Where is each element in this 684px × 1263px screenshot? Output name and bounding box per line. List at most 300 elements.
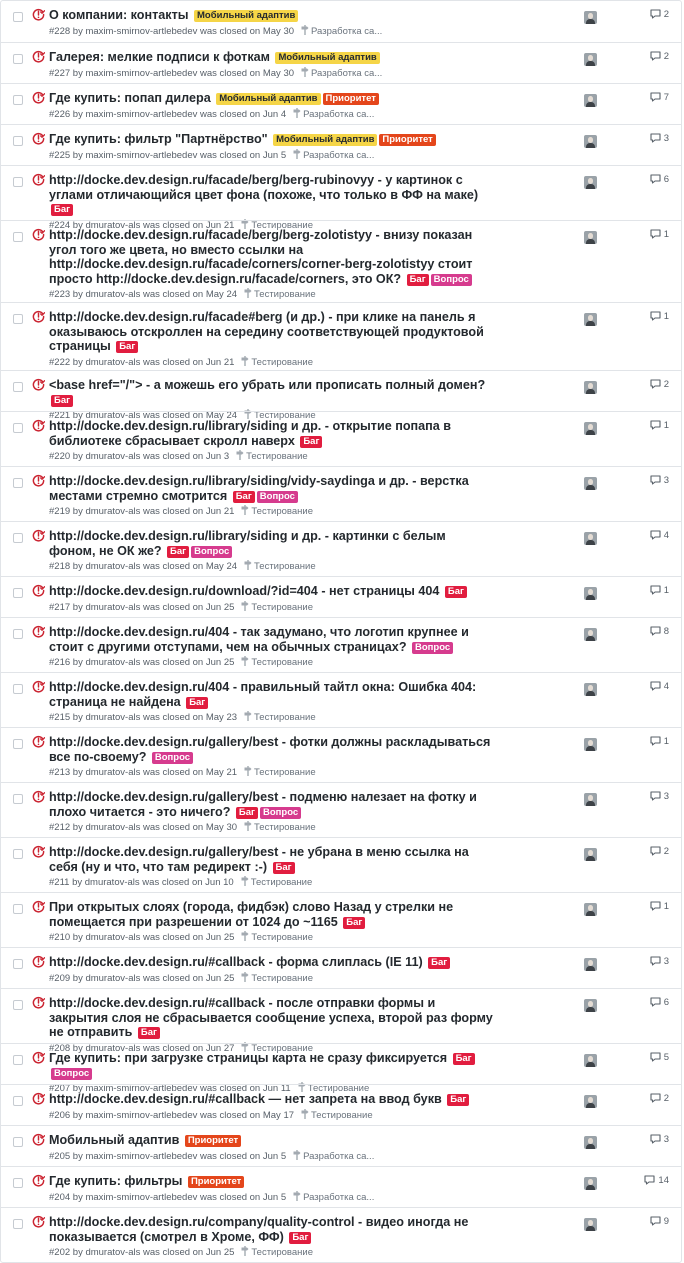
comment-count-link[interactable] bbox=[650, 475, 669, 486]
milestone-icon bbox=[293, 149, 301, 163]
issue-milestone-link[interactable] bbox=[244, 561, 316, 572]
issue-milestone-link[interactable] bbox=[293, 1192, 374, 1203]
milestone-icon bbox=[293, 1191, 301, 1205]
issue-label[interactable]: Мобильный адаптив bbox=[275, 52, 379, 64]
avatar[interactable] bbox=[584, 1054, 597, 1067]
comment-count: 4 bbox=[663, 681, 669, 692]
issue-title-line bbox=[49, 50, 495, 65]
issue-meta: #219 by dmuratov-als was closed on Jun 21 Тестирование bbox=[49, 506, 313, 517]
issue-title-link[interactable]: http://docke.dev.design.ru/#callback - после отправки формы и закрытия слоя не сбрасывается сообщение успеха, второй раз форму не отправить bbox=[49, 996, 493, 1039]
issue-closed-icon bbox=[32, 735, 45, 748]
avatar[interactable] bbox=[584, 1095, 597, 1108]
issue-title-link[interactable]: http://docke.dev.design.ru/gallery/best - подменю налезает на фотку и плохо читается - это ничего? bbox=[49, 790, 477, 819]
issue-meta: #221 by dmuratov-als was closed on May 24 Тестирование bbox=[49, 410, 316, 421]
issue-closed-icon bbox=[32, 8, 45, 21]
comment-count-link[interactable] bbox=[650, 791, 669, 802]
issue-closed-date: Jun 5 bbox=[262, 149, 287, 161]
comment-count-link[interactable] bbox=[650, 420, 669, 431]
comment-count: 14 bbox=[658, 1175, 669, 1186]
issue-milestone-link[interactable] bbox=[293, 150, 374, 161]
milestone-icon bbox=[301, 67, 309, 81]
issue-title-link[interactable]: http://docke.dev.design.ru/#callback - форма слиплась (IE 11) bbox=[49, 955, 423, 969]
issue-closed-icon bbox=[32, 1174, 45, 1187]
issue-row[interactable] bbox=[1, 521, 681, 576]
issue-author-link[interactable]: dmuratov-als bbox=[85, 767, 141, 778]
issue-milestone-link[interactable] bbox=[241, 877, 313, 888]
issue-row[interactable] bbox=[1, 727, 681, 782]
avatar[interactable] bbox=[584, 1218, 597, 1231]
issue-row[interactable] bbox=[1, 124, 681, 165]
issue-title-link[interactable]: http://docke.dev.design.ru/facade/berg/berg-zolotistyy - внизу показан угол того же цвета, но вместо ссылки на http://docke.dev.design.ru/facade/corners/corner-berg-zolotistyy стоит просто http://docke.dev.design.ru/facade/corners, это ОК? bbox=[49, 228, 473, 286]
issue-label[interactable]: Вопрос bbox=[152, 752, 193, 764]
issue-label[interactable]: Баг bbox=[236, 807, 258, 819]
issue-meta: #210 by dmuratov-als was closed on Jun 25 Тестирование bbox=[49, 932, 313, 943]
issue-author-link[interactable]: maxim-smirnov-artlebedev bbox=[85, 67, 198, 79]
issue-checkbox[interactable] bbox=[13, 95, 23, 105]
issue-title-line bbox=[49, 996, 495, 1040]
issue-checkbox[interactable] bbox=[13, 1219, 23, 1229]
issue-label[interactable]: Баг bbox=[51, 204, 73, 216]
comment-count-link[interactable] bbox=[650, 1093, 669, 1104]
issue-closed-icon bbox=[32, 419, 45, 432]
issue-label[interactable]: Вопрос bbox=[431, 274, 472, 286]
issue-title-link[interactable]: Где купить: фильтр "Партнёрство" bbox=[49, 132, 268, 146]
issue-label[interactable]: Баг bbox=[407, 274, 429, 286]
issue-author-link[interactable]: maxim-smirnov-artlebedev bbox=[85, 1150, 198, 1162]
comment-count-link[interactable] bbox=[650, 681, 669, 692]
issue-number: #207 bbox=[49, 1083, 71, 1094]
comment-count-link[interactable] bbox=[650, 1052, 669, 1063]
issue-title-link[interactable]: Мобильный адаптив bbox=[49, 1133, 180, 1147]
issue-author-link[interactable]: dmuratov-als bbox=[85, 356, 141, 368]
comment-icon bbox=[650, 585, 664, 596]
issue-author-link[interactable]: dmuratov-als bbox=[85, 219, 141, 231]
issue-closed-icon bbox=[32, 529, 45, 542]
comment-count-link[interactable] bbox=[650, 229, 669, 240]
issue-label[interactable]: Баг bbox=[51, 395, 73, 407]
issue-checkbox[interactable] bbox=[13, 849, 23, 859]
comment-count: 1 bbox=[663, 736, 669, 747]
issue-milestone-link[interactable] bbox=[301, 1110, 373, 1121]
issue-row[interactable] bbox=[1, 988, 681, 1054]
comment-count: 9 bbox=[663, 1216, 669, 1227]
issue-checkbox[interactable] bbox=[13, 232, 23, 242]
milestone-label: Тестирование bbox=[251, 506, 313, 517]
milestone-label: Тестирование bbox=[251, 972, 313, 984]
issue-row[interactable] bbox=[1, 83, 681, 124]
issue-closed-date: May 21 bbox=[205, 767, 238, 778]
issue-author-link[interactable]: dmuratov-als bbox=[85, 289, 141, 300]
issue-closed-icon bbox=[32, 996, 45, 1009]
comment-count: 1 bbox=[663, 585, 669, 596]
issue-number: #222 bbox=[49, 356, 71, 368]
issue-body bbox=[49, 50, 495, 81]
issue-checkbox[interactable] bbox=[13, 423, 23, 433]
issue-closed-icon bbox=[32, 584, 45, 597]
comment-count-link[interactable] bbox=[650, 846, 669, 857]
issue-closed-icon bbox=[32, 1051, 45, 1064]
comment-icon bbox=[650, 997, 664, 1008]
issue-author-link[interactable]: dmuratov-als bbox=[84, 877, 140, 888]
issue-title-link[interactable]: http://docke.dev.design.ru/404 - правильный тайтл окна: Ошибка 404: страница не найдена bbox=[49, 680, 477, 709]
issue-checkbox[interactable] bbox=[13, 794, 23, 804]
issue-row[interactable] bbox=[1, 411, 681, 466]
issue-row[interactable] bbox=[1, 947, 681, 988]
avatar[interactable] bbox=[584, 628, 597, 641]
issue-author-link[interactable]: dmuratov-als bbox=[85, 712, 141, 723]
comment-count-link[interactable] bbox=[650, 379, 669, 390]
issue-closed-icon bbox=[32, 1133, 45, 1146]
issue-title-link[interactable]: http://docke.dev.design.ru/library/siding и др. - картинки с белым фоном, не ОК же? bbox=[49, 529, 446, 558]
comment-count-link[interactable] bbox=[650, 956, 669, 967]
issue-row[interactable] bbox=[1, 576, 681, 617]
issue-title-link[interactable]: http://docke.dev.design.ru/gallery/best - не убрана в меню ссылка на себя (ну и что, что там редирект :-) bbox=[49, 845, 469, 874]
issue-author-link[interactable]: dmuratov-als bbox=[85, 822, 141, 833]
issue-label[interactable]: Вопрос bbox=[260, 807, 301, 819]
issue-title-line bbox=[49, 790, 495, 819]
issue-closed-icon bbox=[32, 1092, 45, 1105]
comment-icon bbox=[650, 736, 664, 747]
avatar[interactable] bbox=[584, 903, 597, 916]
issue-title-line bbox=[49, 955, 495, 970]
issue-row[interactable] bbox=[1, 672, 681, 727]
issue-label[interactable]: Баг bbox=[300, 436, 322, 448]
issue-checkbox[interactable] bbox=[13, 684, 23, 694]
issue-closed-icon bbox=[32, 790, 45, 803]
issue-body bbox=[49, 132, 495, 163]
issue-meta: #228 by maxim-smirnov-artlebedev was closed on May 30 Разработка са... bbox=[49, 25, 383, 37]
issue-row[interactable] bbox=[1, 42, 681, 83]
issue-checkbox[interactable] bbox=[13, 314, 23, 324]
issue-title-link[interactable]: http://docke.dev.design.ru/404 - так задумано, что логотип крупнее и стоит с другими отступами, чем на обычных страницах? bbox=[49, 625, 469, 654]
issue-number: #227 bbox=[49, 67, 71, 79]
issue-number: #213 bbox=[49, 767, 71, 778]
issue-author-link[interactable]: maxim-smirnov-artlebedev bbox=[85, 108, 198, 120]
avatar[interactable] bbox=[584, 53, 597, 66]
issue-row[interactable] bbox=[1, 782, 681, 837]
comment-icon bbox=[650, 1134, 664, 1145]
comment-count-link[interactable] bbox=[644, 1175, 669, 1186]
comment-icon bbox=[650, 1216, 664, 1227]
issue-body bbox=[49, 1133, 495, 1164]
issue-label[interactable]: Приоритет bbox=[185, 1135, 241, 1147]
avatar[interactable] bbox=[584, 422, 597, 435]
issue-label[interactable]: Баг bbox=[428, 957, 450, 969]
issue-closed-date: May 30 bbox=[205, 822, 238, 833]
issue-title-link[interactable]: http://docke.dev.design.ru/gallery/best - фотки должны раскладываться все по-своему? bbox=[49, 735, 491, 764]
issue-label[interactable]: Баг bbox=[167, 546, 189, 558]
milestone-label: Тестирование bbox=[250, 877, 313, 888]
issue-meta: #209 by dmuratov-als was closed on Jun 25 Тестирование bbox=[49, 972, 313, 984]
issue-title-link[interactable]: Где купить: попап дилера bbox=[49, 91, 211, 105]
comment-icon bbox=[650, 9, 664, 20]
avatar[interactable] bbox=[584, 135, 597, 148]
issue-checkbox[interactable] bbox=[13, 959, 23, 969]
comment-count-link[interactable] bbox=[650, 585, 669, 596]
issue-body bbox=[49, 1215, 495, 1260]
issue-label[interactable]: Мобильный адаптив bbox=[273, 134, 377, 146]
issue-milestone-link[interactable] bbox=[241, 973, 313, 984]
issue-title-line bbox=[49, 680, 495, 709]
issue-checkbox[interactable] bbox=[13, 904, 23, 914]
comment-count: 1 bbox=[663, 311, 669, 322]
issue-title-link[interactable]: http://docke.dev.design.ru/download/?id=404 - нет страницы 404 bbox=[49, 584, 440, 598]
issue-title-link[interactable]: Галерея: мелкие подписи к фоткам bbox=[49, 50, 270, 64]
issue-title-line bbox=[49, 378, 495, 407]
comment-count-link[interactable] bbox=[650, 1134, 669, 1145]
issue-milestone-link[interactable] bbox=[244, 822, 316, 833]
comment-icon bbox=[650, 791, 664, 802]
comment-count-link[interactable] bbox=[650, 92, 669, 103]
issue-row[interactable] bbox=[1, 220, 681, 302]
milestone-icon bbox=[241, 876, 249, 890]
comment-count-link[interactable] bbox=[650, 133, 669, 144]
issue-closed-date: Jun 27 bbox=[205, 1042, 235, 1054]
issue-checkbox[interactable] bbox=[13, 136, 23, 146]
milestone-label: Разработка са... bbox=[303, 1191, 375, 1203]
comment-count-link[interactable] bbox=[650, 174, 669, 185]
issue-label[interactable]: Баг bbox=[273, 862, 295, 874]
comment-count-link[interactable] bbox=[650, 9, 669, 20]
issue-label[interactable]: Баг bbox=[445, 586, 467, 598]
avatar[interactable] bbox=[584, 532, 597, 545]
comment-count-link[interactable] bbox=[650, 311, 669, 322]
issue-milestone-link[interactable] bbox=[241, 657, 313, 668]
issue-label[interactable]: Баг bbox=[116, 341, 138, 353]
milestone-icon bbox=[241, 601, 249, 615]
avatar[interactable] bbox=[584, 176, 597, 189]
comment-icon bbox=[650, 530, 664, 541]
issue-checkbox[interactable] bbox=[13, 739, 23, 749]
issue-label[interactable]: Баг bbox=[343, 917, 365, 929]
issue-milestone-link[interactable] bbox=[301, 68, 382, 79]
issue-number: #212 bbox=[49, 822, 71, 833]
issue-checkbox[interactable] bbox=[13, 1055, 23, 1065]
issue-closed-date: Jun 21 bbox=[205, 506, 235, 517]
issue-closed-date: May 24 bbox=[205, 289, 238, 300]
issue-milestone-link[interactable] bbox=[241, 1247, 313, 1258]
issue-number: #225 bbox=[49, 149, 71, 161]
comment-count-link[interactable] bbox=[650, 997, 669, 1008]
issue-checkbox[interactable] bbox=[13, 382, 23, 392]
avatar[interactable] bbox=[584, 94, 597, 107]
issue-row[interactable] bbox=[1, 837, 681, 892]
issue-label[interactable]: Баг bbox=[453, 1053, 475, 1065]
milestone-label: Тестирование bbox=[251, 1042, 313, 1054]
issue-title-link[interactable]: http://docke.dev.design.ru/#callback — нет запрета на ввод букв bbox=[49, 1092, 442, 1106]
issue-label[interactable]: Мобильный адаптив bbox=[216, 93, 320, 105]
comment-icon bbox=[650, 311, 664, 322]
issue-closed-date: Jun 21 bbox=[205, 356, 235, 368]
issue-milestone-link[interactable] bbox=[293, 1151, 374, 1162]
avatar[interactable] bbox=[584, 231, 597, 244]
avatar[interactable] bbox=[584, 313, 597, 326]
comment-count-link[interactable] bbox=[650, 626, 669, 637]
issue-author-link[interactable]: dmuratov-als bbox=[85, 601, 141, 613]
issue-meta: #213 by dmuratov-als was closed on May 21 Тестирование bbox=[49, 767, 316, 778]
issue-closed-date: Jun 4 bbox=[262, 108, 287, 120]
milestone-icon bbox=[244, 766, 252, 780]
comment-count-link[interactable] bbox=[650, 530, 669, 541]
comment-count: 2 bbox=[663, 51, 669, 62]
issue-row[interactable] bbox=[1, 1043, 681, 1094]
issue-checkbox[interactable] bbox=[13, 533, 23, 543]
issue-milestone-link[interactable] bbox=[236, 451, 308, 462]
milestone-icon bbox=[241, 656, 249, 670]
issue-checkbox[interactable] bbox=[13, 478, 23, 488]
issue-author-link[interactable]: dmuratov-als bbox=[85, 657, 141, 668]
issue-title-line bbox=[49, 8, 495, 23]
issue-author-link[interactable]: maxim-smirnov-artlebedev bbox=[85, 149, 198, 161]
issue-label[interactable]: Вопрос bbox=[412, 642, 453, 654]
issue-checkbox[interactable] bbox=[13, 588, 23, 598]
milestone-icon bbox=[236, 450, 244, 464]
issue-row[interactable] bbox=[1, 1125, 681, 1166]
issue-label[interactable]: Баг bbox=[186, 697, 208, 709]
issue-author-link[interactable]: maxim-smirnov-artlebedev bbox=[85, 1083, 198, 1094]
comment-icon bbox=[650, 956, 664, 967]
issue-label[interactable]: Приоритет bbox=[188, 1176, 244, 1188]
avatar[interactable] bbox=[584, 738, 597, 751]
milestone-label: Тестирование bbox=[251, 657, 313, 668]
issue-row[interactable] bbox=[1, 1166, 681, 1207]
avatar[interactable] bbox=[584, 381, 597, 394]
comment-count: 7 bbox=[663, 92, 669, 103]
issue-author-link[interactable]: dmuratov-als bbox=[85, 506, 141, 517]
issue-row[interactable] bbox=[1, 892, 681, 947]
issue-author-link[interactable]: dmuratov-als bbox=[85, 972, 141, 984]
issue-milestone-link[interactable] bbox=[301, 26, 382, 37]
issue-label[interactable]: Вопрос bbox=[51, 1068, 92, 1080]
issue-author-link[interactable]: maxim-smirnov-artlebedev bbox=[85, 1191, 198, 1203]
issue-title-link[interactable]: http://docke.dev.design.ru/library/siding и др. - открытие попапа в библиотеке сбрасывает скролл наверх bbox=[49, 419, 451, 448]
issue-closed-date: Jun 25 bbox=[205, 657, 235, 668]
issue-row[interactable] bbox=[1, 302, 681, 370]
issue-closed-date: Jun 25 bbox=[205, 932, 235, 943]
issue-label[interactable]: Приоритет bbox=[323, 93, 379, 105]
issue-author-link[interactable]: dmuratov-als bbox=[85, 451, 141, 462]
issue-milestone-link[interactable] bbox=[241, 357, 313, 368]
issue-number: #220 bbox=[49, 451, 71, 462]
avatar[interactable] bbox=[584, 477, 597, 490]
issue-title-link[interactable]: При открытых слоях (города, фидбэк) слово Назад у стрелки не помещается при разрешении от 1024 до ~1165 bbox=[49, 900, 454, 929]
issue-title-link[interactable]: О компании: контакты bbox=[49, 8, 189, 22]
issue-title-line bbox=[49, 310, 495, 354]
milestone-icon bbox=[244, 711, 252, 725]
comment-count-link[interactable] bbox=[650, 736, 669, 747]
issue-milestone-link[interactable] bbox=[241, 602, 313, 613]
issue-title-link[interactable]: <base href="/"> - а можешь его убрать или прописать полный домен? bbox=[49, 378, 486, 392]
issue-label[interactable]: Баг bbox=[289, 1232, 311, 1244]
issue-milestone-link[interactable] bbox=[244, 289, 316, 300]
issue-author-link[interactable]: dmuratov-als bbox=[85, 1042, 141, 1054]
issue-checkbox[interactable] bbox=[13, 629, 23, 639]
avatar[interactable] bbox=[584, 587, 597, 600]
issue-row[interactable] bbox=[1, 466, 681, 521]
issue-title-link[interactable]: Где купить: при загрузке страницы карта не сразу фиксируется bbox=[49, 1051, 448, 1065]
avatar[interactable] bbox=[584, 793, 597, 806]
issue-label[interactable]: Баг bbox=[447, 1094, 469, 1106]
avatar[interactable] bbox=[584, 958, 597, 971]
issue-milestone-link[interactable] bbox=[244, 767, 316, 778]
issue-author-link[interactable]: maxim-smirnov-artlebedev bbox=[85, 25, 198, 37]
issue-checkbox[interactable] bbox=[13, 1000, 23, 1010]
issue-row[interactable] bbox=[1, 617, 681, 672]
issue-row[interactable] bbox=[1, 1084, 681, 1125]
milestone-icon bbox=[241, 505, 249, 519]
issue-checkbox[interactable] bbox=[13, 177, 23, 187]
avatar[interactable] bbox=[584, 1177, 597, 1190]
issue-milestone-link[interactable] bbox=[293, 109, 374, 120]
milestone-label: Тестирование bbox=[251, 1247, 313, 1258]
issue-label[interactable]: Баг bbox=[233, 491, 255, 503]
avatar[interactable] bbox=[584, 11, 597, 24]
issue-title-link[interactable]: http://docke.dev.design.ru/company/quality-control - видео иногда не показывается (смотрел в Хроме, ФФ) bbox=[49, 1215, 469, 1244]
issue-author-link[interactable]: dmuratov-als bbox=[85, 561, 141, 572]
avatar[interactable] bbox=[584, 683, 597, 696]
issue-author-link[interactable]: dmuratov-als bbox=[85, 1247, 141, 1258]
issue-label[interactable]: Вопрос bbox=[191, 546, 232, 558]
comment-icon bbox=[650, 379, 664, 390]
issue-body bbox=[49, 91, 495, 122]
issue-title-link[interactable]: http://docke.dev.design.ru/library/siding/vidy-saydinga и др. - верстка местами стремно смотрится bbox=[49, 474, 469, 503]
issue-checkbox[interactable] bbox=[13, 12, 23, 22]
issue-closed-date: Jun 5 bbox=[262, 1191, 287, 1203]
avatar[interactable] bbox=[584, 848, 597, 861]
comment-count: 3 bbox=[663, 956, 669, 967]
comment-count-link[interactable] bbox=[650, 901, 669, 912]
issue-checkbox[interactable] bbox=[13, 1096, 23, 1106]
issue-row[interactable] bbox=[1, 370, 681, 421]
issue-label[interactable]: Приоритет bbox=[379, 134, 435, 146]
comment-icon bbox=[650, 1052, 664, 1063]
avatar[interactable] bbox=[584, 1136, 597, 1149]
issue-closed-date: Jun 10 bbox=[205, 877, 234, 888]
issue-body bbox=[49, 310, 495, 370]
comment-count: 1 bbox=[663, 420, 669, 431]
comment-icon bbox=[650, 475, 664, 486]
issue-closed-icon bbox=[32, 378, 45, 391]
comment-icon bbox=[650, 681, 664, 692]
issue-meta: #225 by maxim-smirnov-artlebedev was closed on Jun 5 Разработка са... bbox=[49, 149, 375, 161]
issue-label[interactable]: Мобильный адаптив bbox=[194, 10, 298, 22]
comment-count-link[interactable] bbox=[650, 51, 669, 62]
issue-closed-icon bbox=[32, 1215, 45, 1228]
issue-milestone-link[interactable] bbox=[241, 932, 313, 943]
issue-row[interactable] bbox=[1, 165, 681, 231]
issue-row[interactable] bbox=[1, 1, 681, 42]
issue-title-link[interactable]: Где купить: фильтры bbox=[49, 1174, 183, 1188]
issue-label[interactable]: Баг bbox=[138, 1027, 160, 1039]
comment-icon bbox=[650, 420, 664, 431]
comment-count-link[interactable] bbox=[650, 1216, 669, 1227]
issue-closed-icon bbox=[32, 845, 45, 858]
issue-author-link[interactable]: dmuratov-als bbox=[85, 410, 141, 421]
issue-milestone-link[interactable] bbox=[241, 506, 313, 517]
issue-checkbox[interactable] bbox=[13, 1137, 23, 1147]
milestone-label: Тестирование bbox=[251, 932, 313, 943]
issue-label[interactable]: Вопрос bbox=[257, 491, 298, 503]
issue-author-link[interactable]: maxim-smirnov-artlebedev bbox=[85, 1109, 198, 1121]
issue-title-link[interactable]: http://docke.dev.design.ru/facade/berg/berg-rubinovyy - у картинок с углами отличающийся цвет фона (похоже, что только в ФФ на маке) bbox=[49, 173, 479, 202]
milestone-icon bbox=[241, 972, 249, 986]
issue-checkbox[interactable] bbox=[13, 54, 23, 64]
issue-author-link[interactable]: dmuratov-als bbox=[85, 932, 141, 943]
issue-milestone-link[interactable] bbox=[244, 712, 316, 723]
issue-checkbox[interactable] bbox=[13, 1178, 23, 1188]
avatar[interactable] bbox=[584, 999, 597, 1012]
issue-title-link[interactable]: http://docke.dev.design.ru/facade#berg (и др.) - при клике на панель я оказываюсь отскроллен на середину соответствующей продуктовой страницы bbox=[49, 310, 484, 353]
